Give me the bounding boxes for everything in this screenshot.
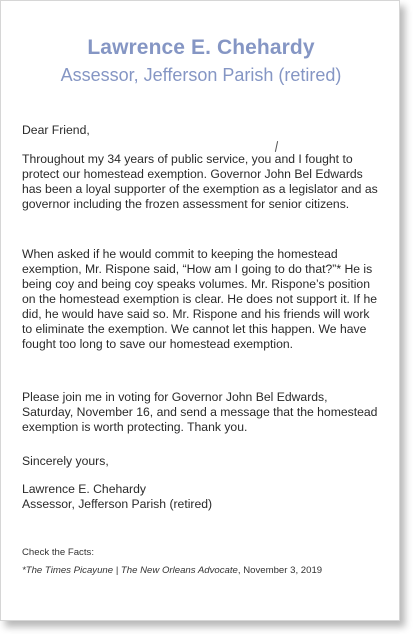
header-title: Assessor, Jefferson Parish (retired) (60, 65, 342, 85)
closing: Sincerely yours, (22, 454, 109, 468)
signature-title: Assessor, Jefferson Parish (retired) (22, 497, 213, 511)
facts-source (22, 565, 392, 576)
paragraph-1: Throughout my 34 years of public service, you and I fought to protect our homestead exemption. Governor John Bel Edwards has been a loyal supporter of the exemption as a legislator and as governor including the frozen assessment for senior citizens. (22, 152, 378, 211)
source-publication: *The Times Picayune | The New Orleans Advocate (22, 565, 238, 576)
header-name: Lawrence E. Chehardy (87, 36, 315, 59)
source-date: , November 3, 2019 (237, 565, 323, 576)
signature-name: Lawrence E. Chehardy (22, 482, 146, 496)
pen-mark (275, 141, 278, 152)
salutation: Dear Friend, (22, 123, 90, 137)
paragraph-3: Please join me in voting for Governor John Bel Edwards, Saturday, November 16, and send a message that the homestead exemption is worth protecting. Thank you. (22, 390, 378, 434)
paragraph-2: When asked if he would commit to keeping the homestead exemption, Mr. Rispone said, “How am I going to do that?”* He is being coy and being coy speaks volumes. Mr. Rispone’s position on the homestead exemption is clear. He does not support it. If he did, he would have said so. Mr. Rispone and his friends will work to eliminate the exemption. We cannot let this happen. We have fought too long to save our homestead exemption. (22, 247, 378, 351)
facts-label: Check the Facts: (22, 547, 94, 558)
